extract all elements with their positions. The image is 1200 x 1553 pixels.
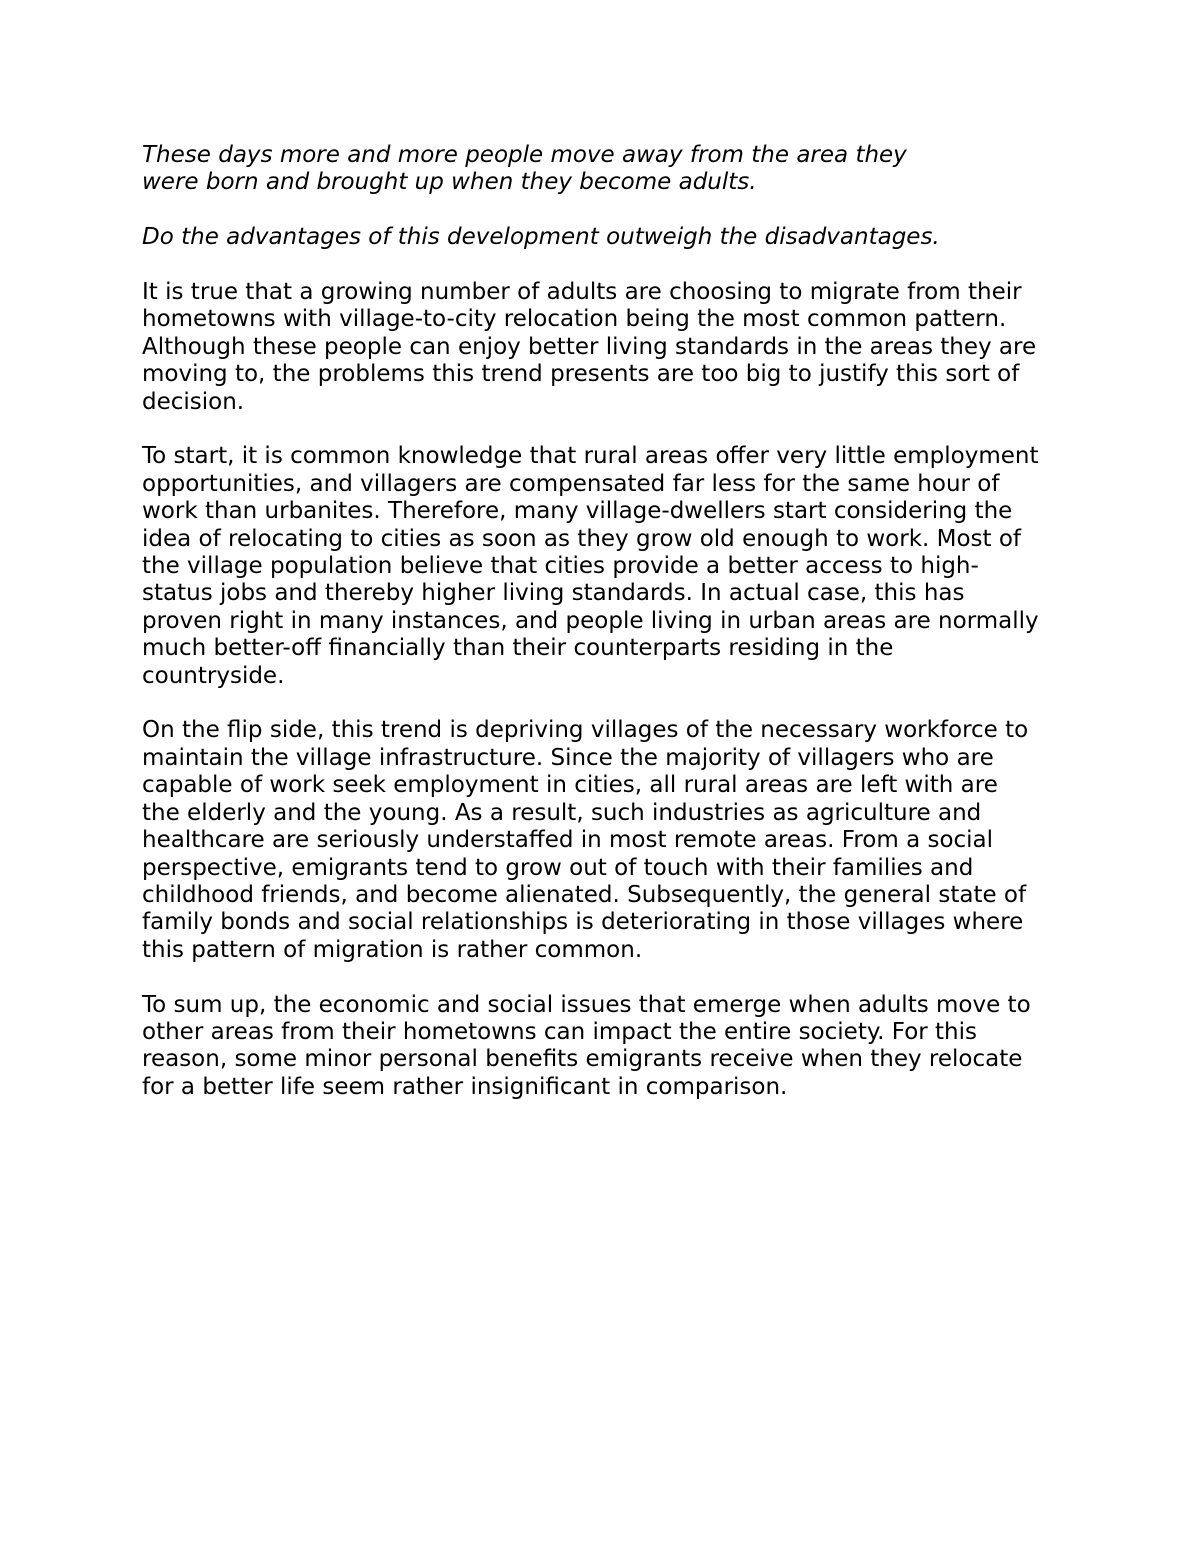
paragraph-conclusion: To sum up, the economic and social issues that emerge when adults move to other areas from their hometowns can impact the entire society. For this reason, some minor personal benefits emigrants receive when they relocate for a better life seem rather insignificant in comparison. <box>142 991 1031 1100</box>
document-body <box>142 142 1072 1129</box>
paragraph-advantages: To start, it is common knowledge that rural areas offer very little employment opportunities, and villagers are compensated far less for the same hour of work than urbanites. Therefore, many village-dwellers start considering the idea of relocating to cities as soon as they grow old enough to work. Most of the village population believe that cities provide a better access to high- status jobs and thereby higher living standards. In actual case, this has proven right in many instances, and people living in urban areas are normally much better-off financially than their counterparts residing in the countryside. <box>142 443 1039 689</box>
paragraph-introduction: It is true that a growing number of adults are choosing to migrate from their hometowns with village-to-city relocation being the most common pattern. Although these people can enjoy better living standards in the areas they are moving to, the problems this trend presents are too big to justify this sort of decision. <box>142 279 1037 415</box>
essay-prompt-statement: These days more and more people move away from the area they were born and brought up when they become adults. <box>142 142 907 196</box>
paragraph-disadvantages: On the flip side, this trend is depriving villages of the necessary workforce to maintain the village infrastructure. Since the majority of villagers who are capable of work seek employment in cities, all rural areas are left with are the elderly and the young. As a result, such industries as agriculture and healthcare are seriously understaffed in most remote areas. From a social perspective, emigrants tend to grow out of touch with their families and childhood friends, and become alienated. Subsequently, the general state of family bonds and social relationships is deteriorating in those villages where this pattern of migration is rather common. <box>142 717 1029 963</box>
essay-prompt-question: Do the advantages of this development outweigh the disadvantages. <box>142 224 940 251</box>
